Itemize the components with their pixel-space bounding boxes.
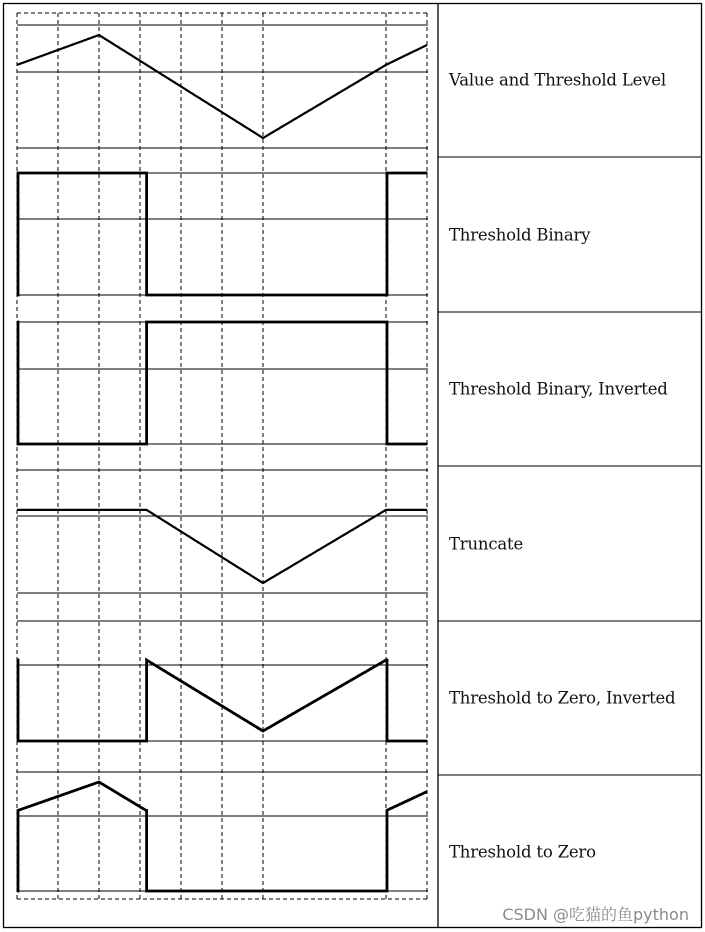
row-label-binary: Threshold Binary	[449, 225, 591, 244]
row-label-tozero_inv: Threshold to Zero, Inverted	[449, 688, 676, 708]
row-label-source: Value and Threshold Level	[449, 70, 666, 90]
row-label-trunc: Truncate	[449, 534, 524, 553]
waveform-binary_inv	[17, 322, 427, 444]
row-label-tozero: Threshold to Zero	[449, 842, 596, 861]
watermark-text: CSDN @吃猫的鱼python	[502, 905, 689, 924]
row-label-binary_inv: Threshold Binary, Inverted	[449, 379, 668, 399]
